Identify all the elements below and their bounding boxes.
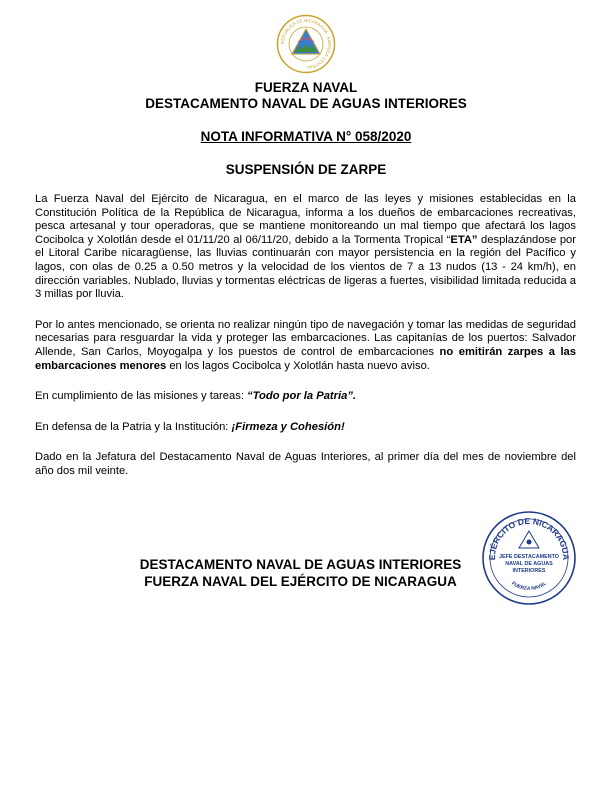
paragraph-1 xyxy=(35,193,576,302)
paragraph-1-bold: ETA” xyxy=(450,233,478,246)
footer-line-2: FUERZA NAVAL DEL EJÉRCITO DE NICARAGUA xyxy=(144,574,457,589)
paragraph-3 xyxy=(35,390,576,404)
paragraph-4-motto: ¡Firmeza y Cohesión! xyxy=(231,420,345,433)
paragraph-5: Dado en la Jefatura del Destacamento Naval de Aguas Interiores, al primer día del mes de noviembre del año dos mil veinte. xyxy=(35,451,576,477)
signature-block xyxy=(128,556,473,590)
coat-of-arms-icon xyxy=(276,14,336,74)
stamp-center-line-2: NAVAL DE AGUAS xyxy=(505,561,553,567)
paragraph-1-text-b: desplazándose por el Litoral Caribe nicaragüense, las lluvias continuarán con mayor persistencia en la región del Pacífico y lagos, con olas de 0.25 a 0.50 metros y la velocidad de los vientos de 7 a 13 nudos (13 - 24 km/h), en dirección variables. Nublado, lluvias y tormentas eléctricas de ligeras a fuertes, visibilidad limitada reducida a 3 millas por lluvia. xyxy=(35,233,576,301)
stamp-icon xyxy=(481,510,577,606)
header-line-2: DESTACAMENTO NAVAL DE AGUAS INTERIORES xyxy=(145,96,467,111)
nicaragua-coat-of-arms-seal xyxy=(276,14,336,74)
stamp-ring-top-text: EJÉRCITO DE NICARAGUA xyxy=(486,515,572,561)
paragraph-3-text: En cumplimiento de las misiones y tareas: xyxy=(35,390,248,403)
stamp-ring-bottom-text: FUERZA NAVAL xyxy=(510,580,548,593)
paragraph-3-motto: “Todo por la Patria”. xyxy=(247,390,357,403)
subject-title: SUSPENSIÓN DE ZARPE xyxy=(225,162,387,177)
stamp-emblem-center xyxy=(527,540,532,545)
paragraph-2-bold: no emitirán zarpes a las embarcaciones menores xyxy=(35,345,577,372)
header-line-1: FUERZA NAVAL xyxy=(254,80,358,95)
paragraph-4 xyxy=(35,421,576,435)
stamp-center-line-1: JEFE DESTACAMENTO xyxy=(498,554,560,560)
footer-line-1: DESTACAMENTO NAVAL DE AGUAS INTERIORES xyxy=(139,557,462,572)
paragraph-4-text: En defensa de la Patria y la Institución: xyxy=(35,420,232,433)
official-stamp xyxy=(481,510,577,606)
seal-ring-text: REPÚBLICA DE NICARAGUA · AMÉRICA CENTRAL · xyxy=(279,17,333,71)
nota-title: NOTA INFORMATIVA N° 058/2020 xyxy=(200,129,412,144)
paragraph-2-text-b: en los lagos Cocibolca y Xolotlán hasta nuevo aviso. xyxy=(166,359,430,372)
document-body xyxy=(35,193,576,492)
stamp-center-line-3: INTERIORES xyxy=(512,568,546,574)
paragraph-2-text-a: Por lo antes mencionado, se orienta no realizar ningún tipo de navegación y tomar las medidas de seguridad necesarias para resguardar la vida y proteger las embarcaciones. Las capitanías de los puertos: Salvador Allende, San Carlos, Moyogalpa y los puestos de control de embarcaciones xyxy=(35,318,576,358)
paragraph-1-text-a: La Fuerza Naval del Ejército de Nicaragua, en el marco de las leyes y misiones establecidas en la Constitución Política de la República de Nicaragua, informa a los dueños de embarcaciones recreativas, pesca artesanal y tour operadoras, que se mantiene monitoreando un mal tiempo que afectará los lagos Cocibolca y Xolotlán desde el 01/11/20 al 06/11/20, debido a la Tormenta Tropical “ xyxy=(35,193,576,246)
document-header xyxy=(0,80,612,112)
paragraph-2 xyxy=(35,319,576,373)
